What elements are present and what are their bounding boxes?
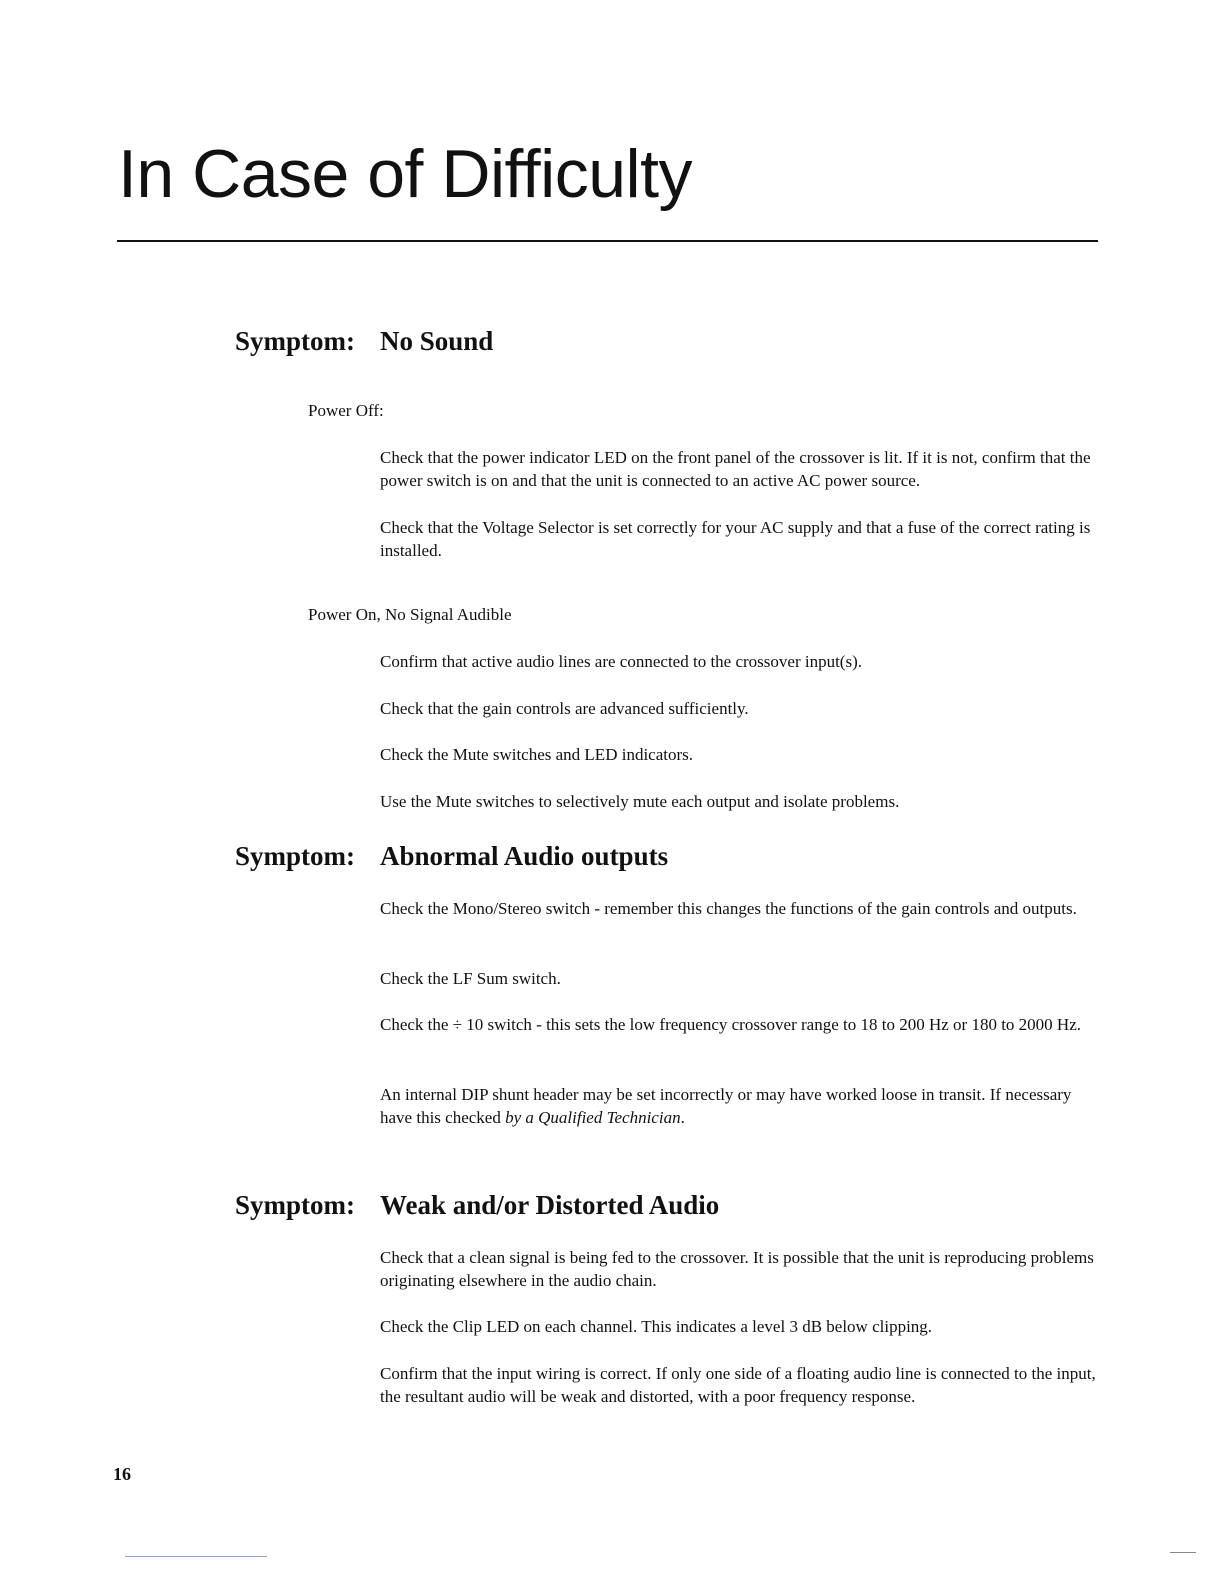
symptom-title-weak-audio: Weak and/or Distorted Audio <box>380 1190 720 1220</box>
paragraph-gain-controls: Check that the gain controls are advanced sufficiently. <box>380 699 749 718</box>
symptom-title-no-sound: No Sound <box>380 326 494 356</box>
page-title: In Case of Difficulty <box>118 136 693 212</box>
symptom-label-abnormal-audio: Symptom: <box>235 841 355 871</box>
paragraph-isolate-problems: Use the Mute switches to selectively mute each output and isolate problems. <box>380 792 900 811</box>
dip-shunt-text: An internal DIP shunt header may be set incorrectly or may have worked loose in transit. If necessary have this checked <box>380 1085 1072 1127</box>
paragraph-divide-ten: Check the ÷ 10 switch - this sets the low frequency crossover range to 18 to 200 Hz or 180 to 2000 Hz. <box>380 1015 1081 1034</box>
qualified-technician-emphasis: by a Qualified Technician <box>505 1108 681 1127</box>
scan-artifact-line <box>125 1556 267 1557</box>
paragraph-audio-lines: Confirm that active audio lines are connected to the crossover input(s). <box>380 652 862 671</box>
symptom-label-weak-audio: Symptom: <box>235 1190 355 1220</box>
subheading-power-off: Power Off: <box>308 401 384 420</box>
paragraph-lf-sum: Check the LF Sum switch. <box>380 969 561 988</box>
paragraph-power-led: Check that the power indicator LED on the front panel of the crossover is lit. If it is not, confirm that the power switch is on and that the unit is connected to an active AC power source. <box>380 448 1091 490</box>
symptom-title-abnormal-audio: Abnormal Audio outputs <box>380 841 669 871</box>
paragraph-mute-switches: Check the Mute switches and LED indicators. <box>380 745 694 764</box>
paragraph-voltage-selector: Check that the Voltage Selector is set correctly for your AC supply and that a fuse of the correct rating is installed. <box>380 518 1091 560</box>
scan-artifact-mark <box>1170 1552 1196 1553</box>
title-divider <box>117 240 1098 242</box>
symptom-label-no-sound: Symptom: <box>235 326 355 356</box>
paragraph-clean-signal: Check that a clean signal is being fed to the crossover. It is possible that the unit is reproducing problems originating elsewhere in the audio chain. <box>380 1248 1094 1290</box>
paragraph-dip-shunt <box>380 1083 1100 1129</box>
paragraph-clip-led: Check the Clip LED on each channel. This indicates a level 3 dB below clipping. <box>380 1317 933 1336</box>
dip-shunt-end: . <box>680 1108 685 1127</box>
page-number: 16 <box>113 1464 131 1484</box>
paragraph-input-wiring: Confirm that the input wiring is correct. If only one side of a floating audio line is connected to the input, the resultant audio will be weak and distorted, with a poor frequency response. <box>380 1364 1096 1406</box>
subheading-power-on-no-signal: Power On, No Signal Audible <box>308 605 512 624</box>
paragraph-mono-stereo: Check the Mono/Stereo switch - remember this changes the functions of the gain controls and outputs. <box>380 899 1077 918</box>
